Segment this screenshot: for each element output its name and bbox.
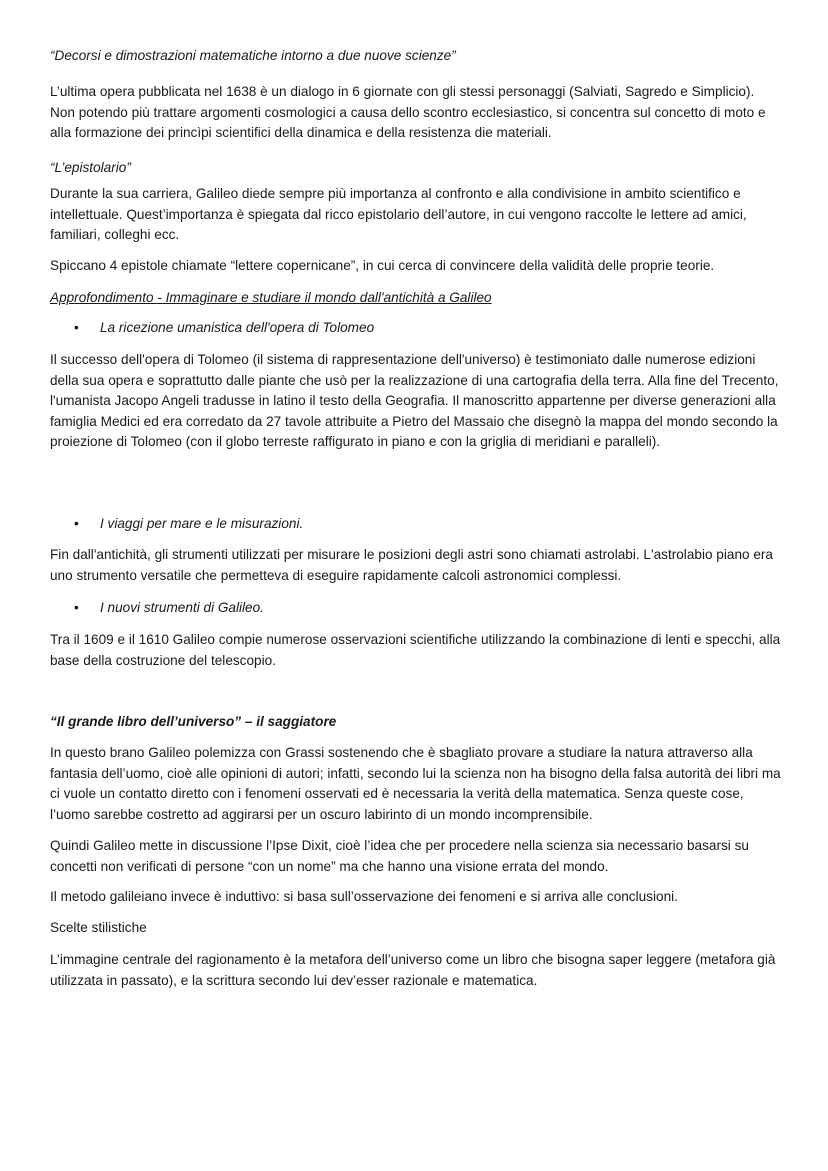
label-scelte-stilistiche: Scelte stilistiche: [50, 920, 147, 935]
heading-epistolario: “L’epistolario”: [50, 160, 131, 175]
bullet-icon: •: [74, 600, 79, 615]
bullet-icon: •: [74, 320, 79, 335]
paragraph-telescopio: Tra il 1609 e il 1610 Galileo compie numerose osservazioni scientifiche utilizzando la combinazione di lenti e specchi, alla base della costruzione del telescopio.: [50, 632, 781, 668]
paragraph-lettere-copernicane: Spiccano 4 epistole chiamate “lettere copernicane”, in cui cerca di convincere della validità delle proprie teorie.: [50, 258, 715, 273]
bullet-label: I viaggi per mare e le misurazioni.: [100, 516, 304, 531]
heading-saggiatore: “Il grande libro dell’universo” – il saggiatore: [50, 714, 337, 729]
paragraph-metafora: L’immagine centrale del ragionamento è la metafora dell’universo come un libro che bisogna saper leggere (metafora già utilizzata in passato), e la scrittura secondo lui dev’esser razionale e matematica.: [50, 952, 776, 988]
paragraph-discorsi: L’ultima opera pubblicata nel 1638 è un dialogo in 6 giornate con gli stessi personaggi (Salviati, Sagredo e Simplicio). Non potendo più trattare argomenti cosmologici a causa dello scontro ecclesiastico, si concentra sul concetto di moto e alla formazione dei princìpi scientifici della dinamica e della resistenza die materiali.: [50, 84, 766, 140]
bullet-icon: •: [74, 516, 79, 531]
paragraph-epistolario: Durante la sua carriera, Galileo diede sempre più importanza al confronto e alla condivisione in ambito scientifico e intellettuale. Quest’importanza è spiegata dal ricco epistolario dell’autore, in cui vengono raccolte le lettere ad amici, familiari, colleghi ecc.: [50, 186, 747, 242]
section-heading-approfondimento: Approfondimento - Immaginare e studiare il mondo dall'antichità a Galileo: [50, 290, 492, 305]
bullet-label: La ricezione umanistica dell'opera di Tolomeo: [100, 320, 375, 335]
paragraph-tolomeo: Il successo dell'opera di Tolomeo (il sistema di rappresentazione dell'universo) è testimoniato dalle numerose edizioni della sua opera e soprattutto dalle piante che usò per la realizzazione di una cartografia della terra. Alla fine del Trecento, l'umanista Jacopo Angeli tradusse in latino il testo della Geografia. Il manoscritto appartenne per diverse generazioni alla famiglia Medici ed era corredato da 27 tavole attribuite a Pietro del Massaio che disegnò la mappa del mondo secondo la proiezione di Tolomeo (con il globo terreste raffigurato in piano e con la griglia di meridiani e paralleli).: [50, 352, 779, 449]
paragraph-metodo: Il metodo galileiano invece è induttivo: si basa sull’osservazione dei fenomeni e si arriva alle conclusioni.: [50, 889, 678, 904]
heading-discorsi: “Decorsi e dimostrazioni matematiche intorno a due nuove scienze”: [50, 48, 456, 63]
bullet-label: I nuovi strumenti di Galileo.: [100, 600, 264, 615]
paragraph-astrolabi: Fin dall'antichità, gli strumenti utilizzati per misurare le posizioni degli astri sono chiamati astrolabi. L'astrolabio piano era uno strumento versatile che permetteva di eseguire rapidamente calcoli astronomici complessi.: [50, 547, 773, 583]
paragraph-saggiatore: In questo brano Galileo polemizza con Grassi sostenendo che è sbagliato provare a studiare la natura attraverso alla fantasia dell’uomo, cioè alle opinioni di autori; infatti, secondo lui la scienza non ha bisogno della falsa autorità dei libri ma ci vuole un contatto diretto con i fenomeni osservati ed è necessaria la verità della matematica. Senza queste cose, l’uomo sarebbe costretto ad aggirarsi per un oscuro labirinto di un mondo incomprensibile.: [50, 745, 781, 822]
paragraph-ipse-dixit: Quindi Galileo mette in discussione l’Ipse Dixit, cioè l’idea che per procedere nella scienza sia necessario basarsi su concetti non verificati di persone “con un nome” ma che hanno una visione errata del mondo.: [50, 838, 749, 874]
